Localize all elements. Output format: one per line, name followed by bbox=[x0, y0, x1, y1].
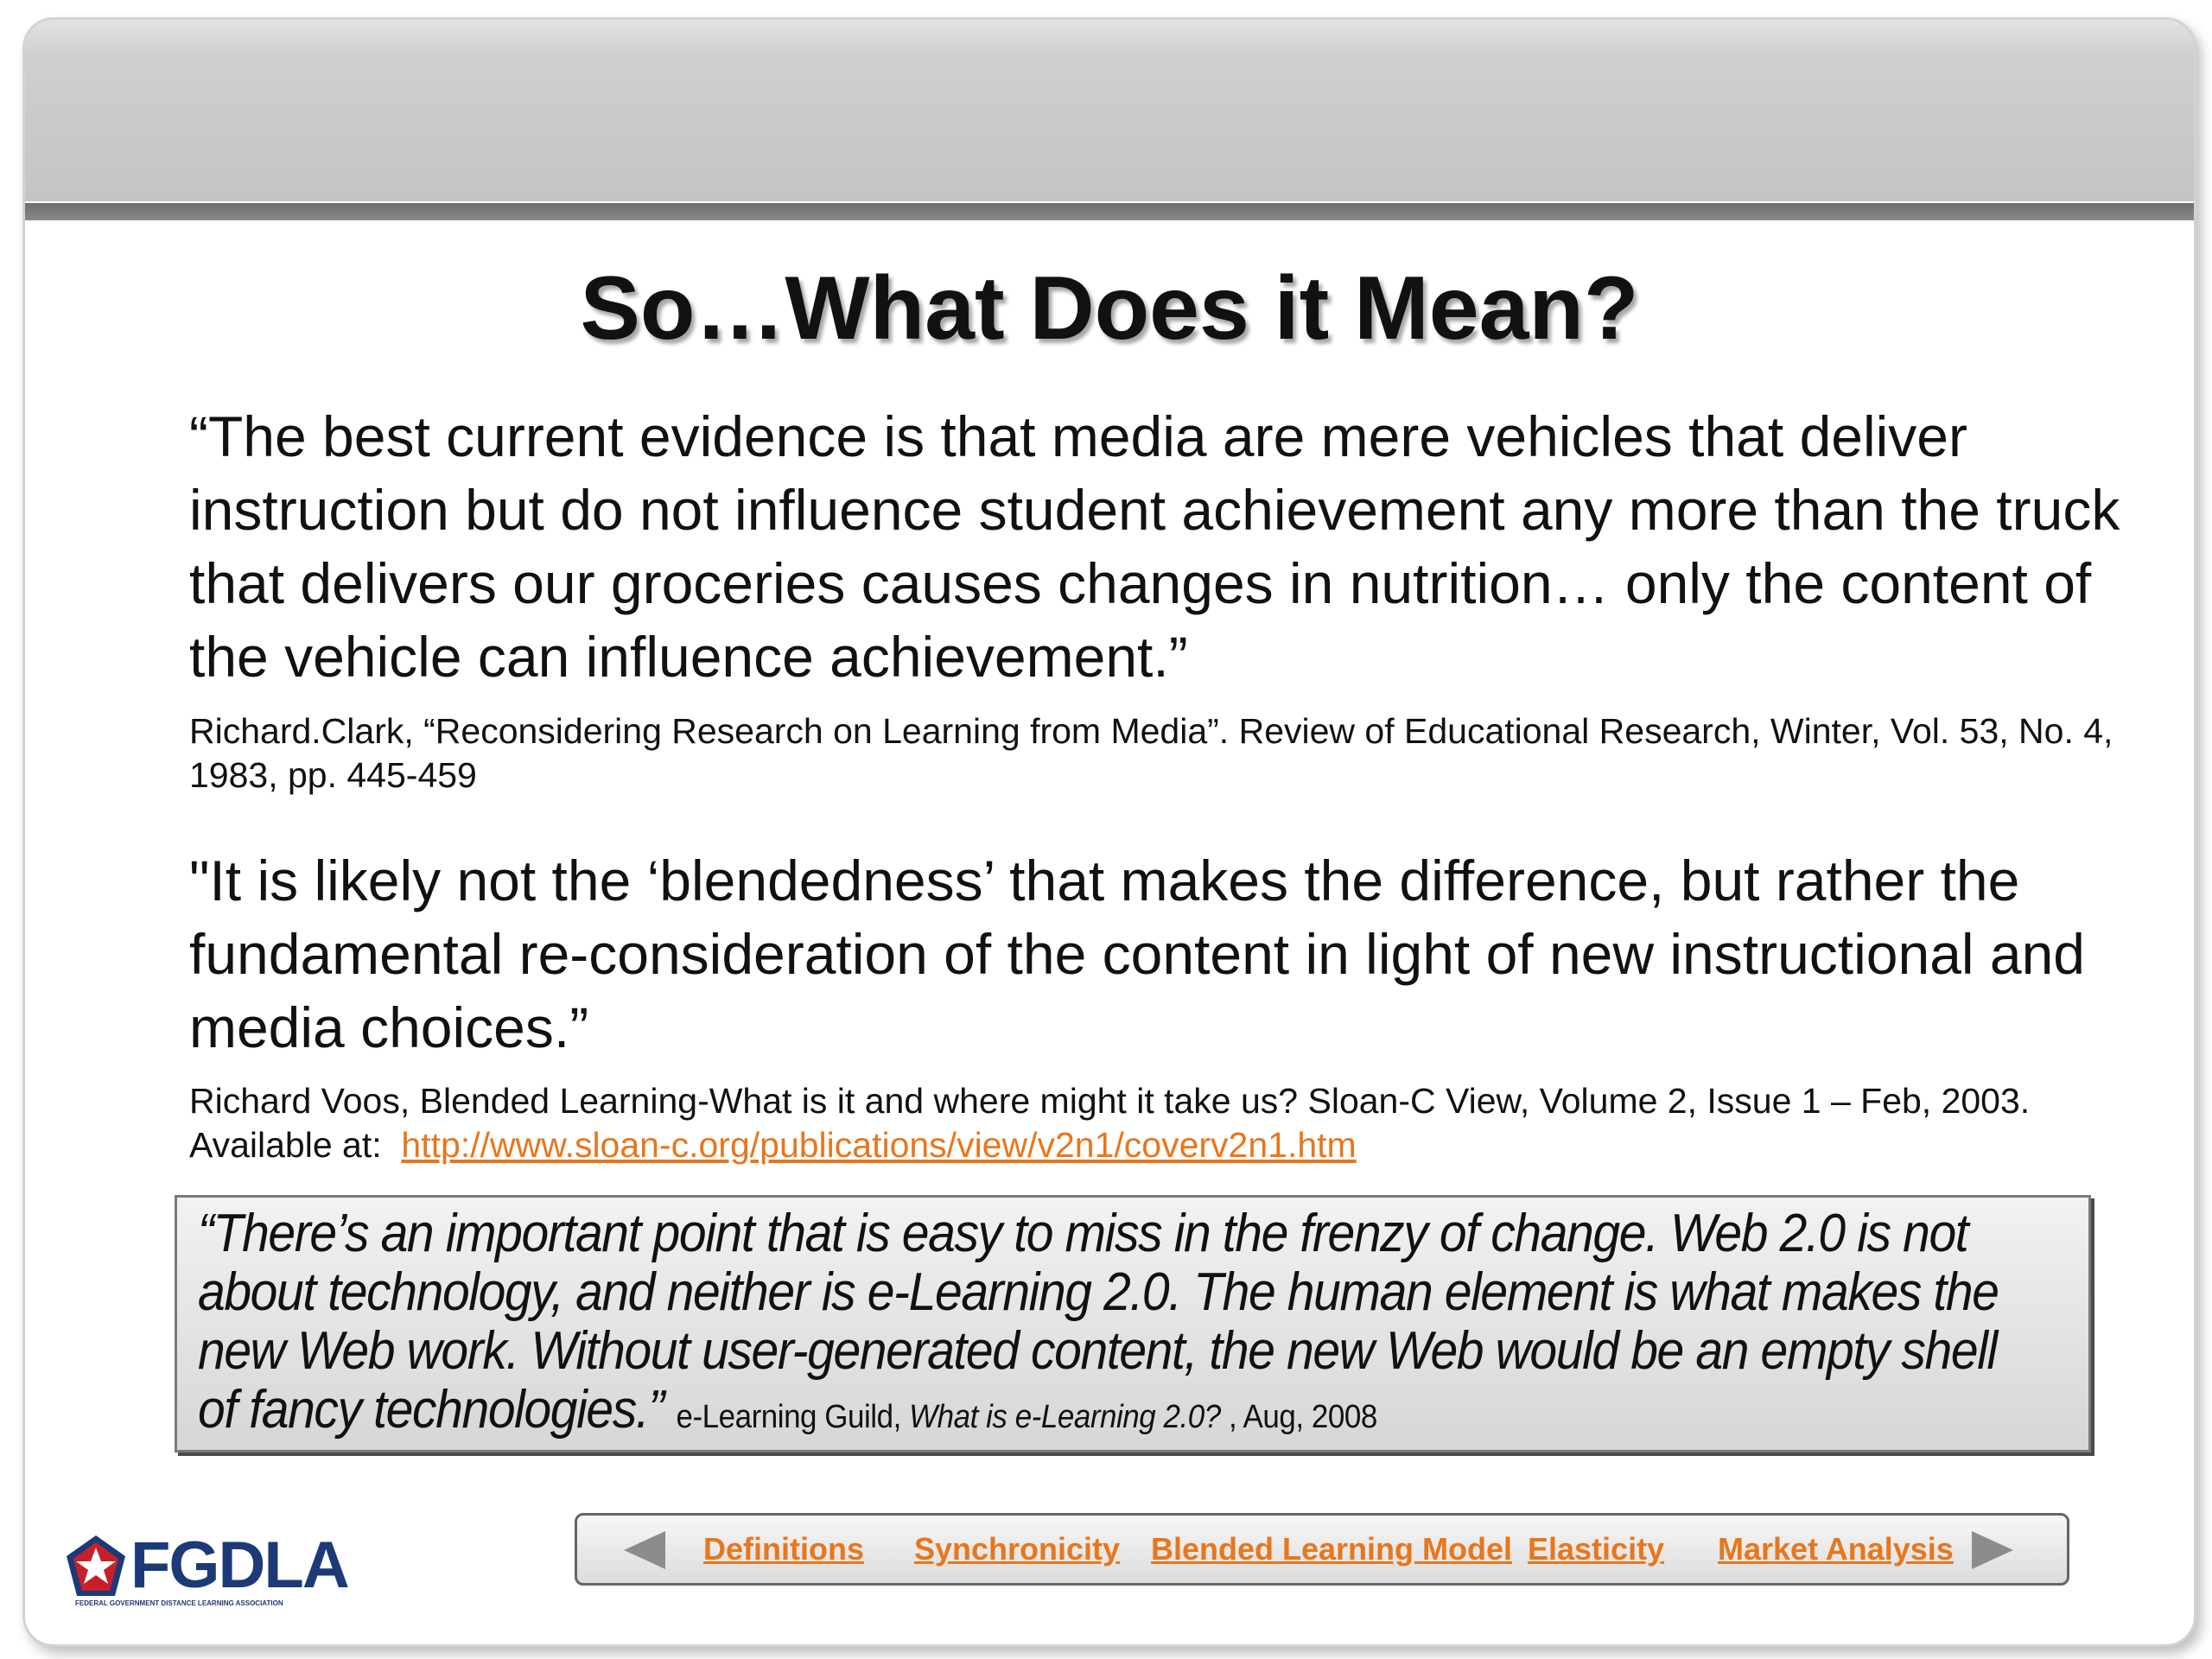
nav-link-synchronicity[interactable]: Synchronicity bbox=[914, 1531, 1121, 1567]
star-shield-icon bbox=[65, 1534, 127, 1599]
slide-title: So…What Does it Mean? bbox=[580, 258, 1639, 359]
attribution-source: e-Learning Guild, bbox=[676, 1399, 901, 1435]
nav-link-market-analysis[interactable]: Market Analysis bbox=[1718, 1531, 1954, 1567]
nav-link-blended-learning-model[interactable]: Blended Learning Model bbox=[1151, 1531, 1513, 1567]
attribution-date: , Aug, 2008 bbox=[1228, 1399, 1377, 1435]
clark-quote: “The best current evidence is that media are mere vehicles that deliver instruction but do not influence student achievement any more than the truck that delivers our groceries causes changes in nutrition… only the content of the vehicle can influence achievement.” bbox=[189, 404, 2120, 689]
nav-link-elasticity[interactable]: Elasticity bbox=[1528, 1531, 1665, 1567]
voos-quote: "It is likely not the ‘blendedness’ that makes the difference, but rather the fundamental re-consideration of the content in light of new instructional and media choices.” bbox=[189, 849, 2086, 1059]
slide-navigation-bar bbox=[575, 1513, 2069, 1586]
highlight-quote-box bbox=[175, 1195, 2091, 1452]
logo-name: FGDLA bbox=[130, 1529, 348, 1602]
header-rule bbox=[25, 203, 2194, 220]
fgdla-logo bbox=[65, 1530, 376, 1610]
sloan-c-link[interactable]: http://www.sloan-c.org/publications/view/v2n1/coverv2n1.htm bbox=[401, 1125, 1357, 1165]
voos-citation bbox=[189, 1079, 2177, 1167]
quote-attribution bbox=[676, 1399, 1376, 1435]
elearning-guild-quote-text: “There’s an important point that is easy to miss in the frenzy of change. Web 2.0 is not about technology, and neither is e-Learning 2.0. The human element is what makes the new Web work. Without user-generated content, the new Web would be an empty shell of fancy technologies.” bbox=[198, 1204, 1999, 1440]
nav-link-definitions[interactable]: Definitions bbox=[703, 1531, 864, 1567]
logo-subtitle: FEDERAL GOVERNMENT DISTANCE LEARNING ASSOCIATION bbox=[75, 1599, 283, 1607]
slide bbox=[22, 17, 2196, 1647]
attribution-title: What is e-Learning 2.0? bbox=[909, 1399, 1221, 1435]
voos-citation-text: Richard Voos, Blended Learning-What is it and where might it take us? Sloan-C View, Volume 2, Issue 1 – Feb, 2003. bbox=[189, 1081, 2031, 1121]
next-arrow-icon[interactable] bbox=[1972, 1531, 2013, 1569]
elearning-guild-quote bbox=[198, 1205, 2042, 1446]
header-band bbox=[25, 20, 2194, 201]
clark-citation: Richard.Clark, “Reconsidering Research on Learning from Media”. Review of Educational Research, Winter, Vol. 53, No. 4, 1983, pp. 445-459 bbox=[189, 711, 2113, 795]
available-at-label: Available at: bbox=[189, 1125, 382, 1165]
previous-arrow-icon[interactable] bbox=[624, 1531, 665, 1569]
